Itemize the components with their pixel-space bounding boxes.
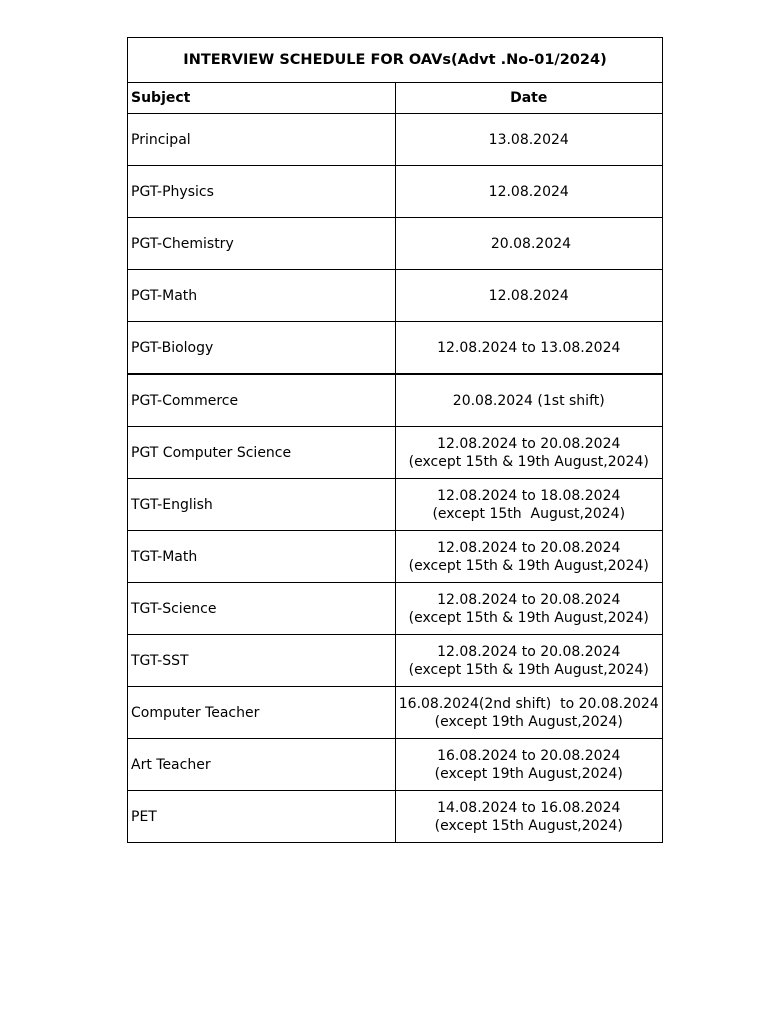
date-column-header: Date [395, 83, 663, 114]
date-cell [395, 739, 663, 791]
table-row [128, 791, 663, 843]
date-line: 13.08.2024 [488, 131, 569, 148]
subject-cell: PGT-Math [128, 270, 396, 322]
date-exception-line: (except 15th August,2024) [434, 817, 623, 834]
title-row [128, 38, 663, 83]
date-line: 12.08.2024 [488, 287, 569, 304]
date-line: 12.08.2024 [488, 183, 569, 200]
subject-cell: TGT-English [128, 479, 396, 531]
date-line: 16.08.2024 to 20.08.2024 [437, 747, 621, 764]
table-row [128, 114, 663, 166]
date-exception-line: (except 15th & 19th August,2024) [408, 557, 649, 574]
date-cell [395, 791, 663, 843]
date-cell [395, 427, 663, 479]
subject-cell: TGT-Science [128, 583, 396, 635]
date-cell [395, 218, 663, 270]
subject-cell: PGT-Chemistry [128, 218, 396, 270]
date-cell [395, 583, 663, 635]
table-row [128, 270, 663, 322]
table-row [128, 531, 663, 583]
date-line: 12.08.2024 to 20.08.2024 [437, 591, 621, 608]
date-exception-line: (except 19th August,2024) [434, 765, 623, 782]
schedule-table [127, 37, 663, 843]
table-row [128, 374, 663, 427]
date-cell [395, 270, 663, 322]
interview-schedule-sheet [127, 37, 663, 843]
table-row [128, 479, 663, 531]
subject-cell: TGT-SST [128, 635, 396, 687]
table-row [128, 739, 663, 791]
subject-cell: PGT Computer Science [128, 427, 396, 479]
date-cell [395, 322, 663, 375]
subject-cell: Art Teacher [128, 739, 396, 791]
table-row [128, 218, 663, 270]
subject-cell: PET [128, 791, 396, 843]
date-line: 20.08.2024 (1st shift) [452, 392, 605, 409]
date-cell [395, 635, 663, 687]
subject-cell: PGT-Physics [128, 166, 396, 218]
date-exception-line: (except 15th & 19th August,2024) [408, 453, 649, 470]
table-title: INTERVIEW SCHEDULE FOR OAVs(Advt .No-01/2024) [128, 38, 663, 83]
table-row [128, 427, 663, 479]
subject-column-header: Subject [128, 83, 396, 114]
subject-cell: Computer Teacher [128, 687, 396, 739]
date-line: 12.08.2024 to 20.08.2024 [437, 435, 621, 452]
date-cell [395, 531, 663, 583]
subject-cell: TGT-Math [128, 531, 396, 583]
date-line: 12.08.2024 to 18.08.2024 [437, 487, 621, 504]
subject-cell: PGT-Biology [128, 322, 396, 375]
date-cell [395, 166, 663, 218]
table-row [128, 166, 663, 218]
date-cell [395, 479, 663, 531]
date-line: 14.08.2024 to 16.08.2024 [437, 799, 621, 816]
table-row [128, 322, 663, 375]
date-line: 20.08.2024 [486, 235, 572, 252]
date-exception-line: (except 15th August,2024) [432, 505, 626, 522]
date-cell [395, 374, 663, 427]
table-row [128, 687, 663, 739]
date-cell [395, 687, 663, 739]
table-row [128, 583, 663, 635]
subject-cell: Principal [128, 114, 396, 166]
date-exception-line: (except 15th & 19th August,2024) [408, 609, 649, 626]
date-line: 12.08.2024 to 20.08.2024 [437, 539, 621, 556]
table-row [128, 635, 663, 687]
date-line: 12.08.2024 to 20.08.2024 [437, 643, 621, 660]
date-line: 16.08.2024(2nd shift) to 20.08.2024 [398, 695, 659, 712]
date-exception-line: (except 15th & 19th August,2024) [408, 661, 649, 678]
date-cell [395, 114, 663, 166]
subject-cell: PGT-Commerce [128, 374, 396, 427]
date-line: 12.08.2024 to 13.08.2024 [437, 339, 621, 356]
header-row [128, 83, 663, 114]
date-exception-line: (except 19th August,2024) [434, 713, 623, 730]
